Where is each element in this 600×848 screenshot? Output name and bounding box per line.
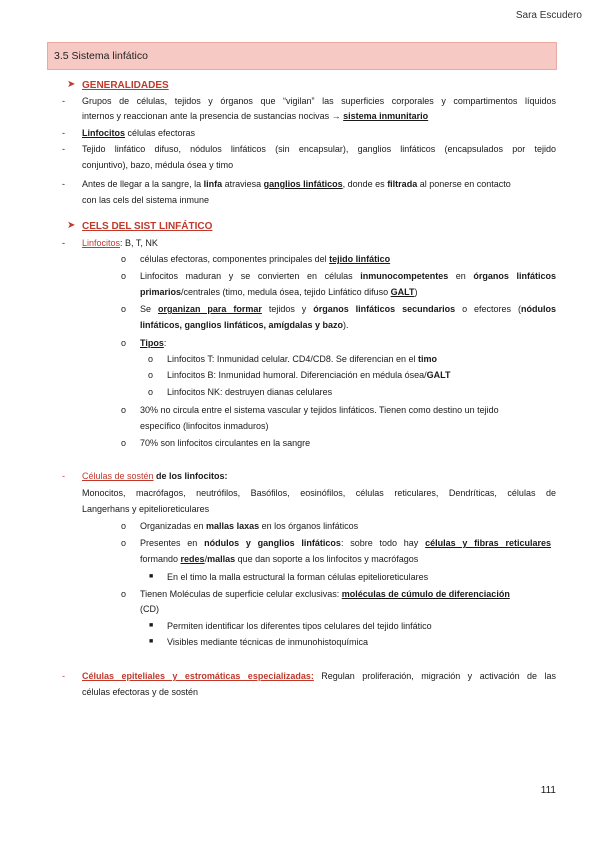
epiteliales-line-1: Células epiteliales y estromáticas especializadas: Regulan proliferación, migración y activación de las [82, 671, 556, 681]
dash-bullet: - [62, 671, 65, 681]
dash-bullet: - [62, 144, 65, 154]
circle-bullet-icon: o [148, 370, 154, 380]
linfocitos-sub-1: células efectoras, componentes principales del tejido linfático [140, 254, 391, 264]
circle-bullet-icon: o [148, 354, 154, 364]
linfocitos-sub-3-line-2: linfáticos, ganglios linfáticos, amígdalas y bazo). [140, 320, 349, 330]
linfocitos-item: Linfocitos: B, T, NK [82, 238, 158, 248]
sosten-sub-3-detail-2: Visibles mediante técnicas de inmunohistoquímica [167, 637, 368, 647]
epiteliales-line-2: células efectoras y de sostén [82, 687, 199, 697]
circle-bullet-icon: o [121, 538, 127, 548]
square-bullet-icon: ■ [149, 622, 154, 629]
circle-bullet-icon: o [121, 438, 127, 448]
generalidades-item-3-line-1: Tejido linfático difuso, nódulos linfáticos (sin encapsular), ganglios linfáticos (encapsulados por tejido [82, 144, 556, 154]
circle-bullet-icon: o [121, 521, 127, 531]
linfocitos-sub-6: 70% son linfocitos circulantes en la sangre [140, 438, 311, 448]
sosten-line-1: Monocitos, macrófagos, neutrófilos, Basófilos, eosinófilos, células reticulares, Dendríticas, células de [82, 488, 556, 498]
linfocitos-sub-5-line-1: 30% no circula entre el sistema vascular y tejidos linfáticos. Tienen como destino un tejido [140, 405, 499, 415]
generalidades-item-1-line-2: internos y reaccionan ante la presencia de sustancias nocivas → sistema inmunitario [82, 111, 429, 121]
generalidades-item-4-line-2: con las cels del sistema inmune [82, 195, 210, 205]
sosten-sub-3-line-1: Tienen Moléculas de superficie celular exclusivas: moléculas de cúmulo de diferenciación [140, 589, 510, 599]
sosten-sub-2-line-2: formando redes/mallas que dan soporte a los linfocitos y macrófagos [140, 554, 419, 564]
square-bullet-icon: ■ [149, 638, 154, 645]
generalidades-item-2: Linfocitos células efectoras [82, 128, 196, 138]
sosten-line-2: Langerhans y epitelioreticulares [82, 504, 210, 514]
section-title: 3.5 Sistema linfático [54, 50, 148, 62]
circle-bullet-icon: o [121, 254, 127, 264]
dash-bullet: - [62, 471, 65, 481]
tipo-linfocitos-nk: Linfocitos NK: destruyen dianas celulares [167, 387, 333, 397]
tipo-linfocitos-t: Linfocitos T: Inmunidad celular. CD4/CD8. Se diferencian en el timo [167, 354, 437, 364]
sosten-sub-2-detail: En el timo la malla estructural la forman células epitelioreticulares [167, 572, 429, 582]
generalidades-item-3-line-2: conjuntivo), bazo, médula ósea y timo [82, 160, 234, 170]
heading-generalidades: GENERALIDADES [82, 80, 169, 91]
page-number: 111 [540, 785, 556, 796]
linfocitos-sub-5-line-2: específico (linfocitos inmaduros) [140, 421, 269, 431]
sosten-sub-3-detail-1: Permiten identificar los diferentes tipos celulares del tejido linfático [167, 621, 432, 631]
arrow-icon: ➤ [67, 220, 76, 231]
heading-cels: CELS DEL SIST LINFÁTICO [82, 221, 213, 232]
circle-bullet-icon: o [121, 271, 127, 281]
dash-bullet: - [62, 179, 65, 189]
dash-bullet: - [62, 128, 65, 138]
sosten-sub-2-line-1: Presentes en nódulos y ganglios linfáticos: sobre todo hay células y fibras reticulares [140, 538, 551, 548]
arrow-icon: ➤ [67, 79, 76, 90]
tipo-linfocitos-b: Linfocitos B: Inmunidad humoral. Diferenciación en médula ósea/GALT [167, 370, 451, 380]
tipos-label: Tipos: [140, 338, 167, 348]
circle-bullet-icon: o [121, 338, 127, 348]
dash-bullet: - [62, 96, 65, 106]
circle-bullet-icon: o [148, 387, 154, 397]
generalidades-item-4-line-1: Antes de llegar a la sangre, la linfa atraviesa ganglios linfáticos, donde es filtrada al ponerse en contacto [82, 179, 511, 189]
linfocitos-sub-3-line-1: Se organizan para formar tejidos y órganos linfáticos secundarios o efectores (nódulos [140, 304, 556, 314]
square-bullet-icon: ■ [149, 573, 154, 580]
circle-bullet-icon: o [121, 405, 127, 415]
circle-bullet-icon: o [121, 304, 127, 314]
generalidades-item-1-line-1: Grupos de células, tejidos y órganos que “vigilan” las superficies corporales y compartimentos líquidos [82, 96, 556, 106]
circle-bullet-icon: o [121, 589, 127, 599]
dash-bullet: - [62, 238, 65, 248]
sosten-sub-1: Organizadas en mallas laxas en los órganos linfáticos [140, 521, 359, 531]
sosten-label: Células de sostén de los linfocitos: [82, 471, 228, 481]
linfocitos-sub-2-line-1: Linfocitos maduran y se convierten en células inmunocompetentes en órganos linfáticos [140, 271, 557, 281]
sosten-sub-3-line-2: (CD) [140, 604, 159, 614]
linfocitos-sub-2-line-2: primarios/centrales (timo, medula ósea, tejido Linfático difuso GALT) [140, 287, 418, 297]
header-author: Sara Escudero [515, 10, 582, 21]
section-banner [47, 42, 557, 70]
